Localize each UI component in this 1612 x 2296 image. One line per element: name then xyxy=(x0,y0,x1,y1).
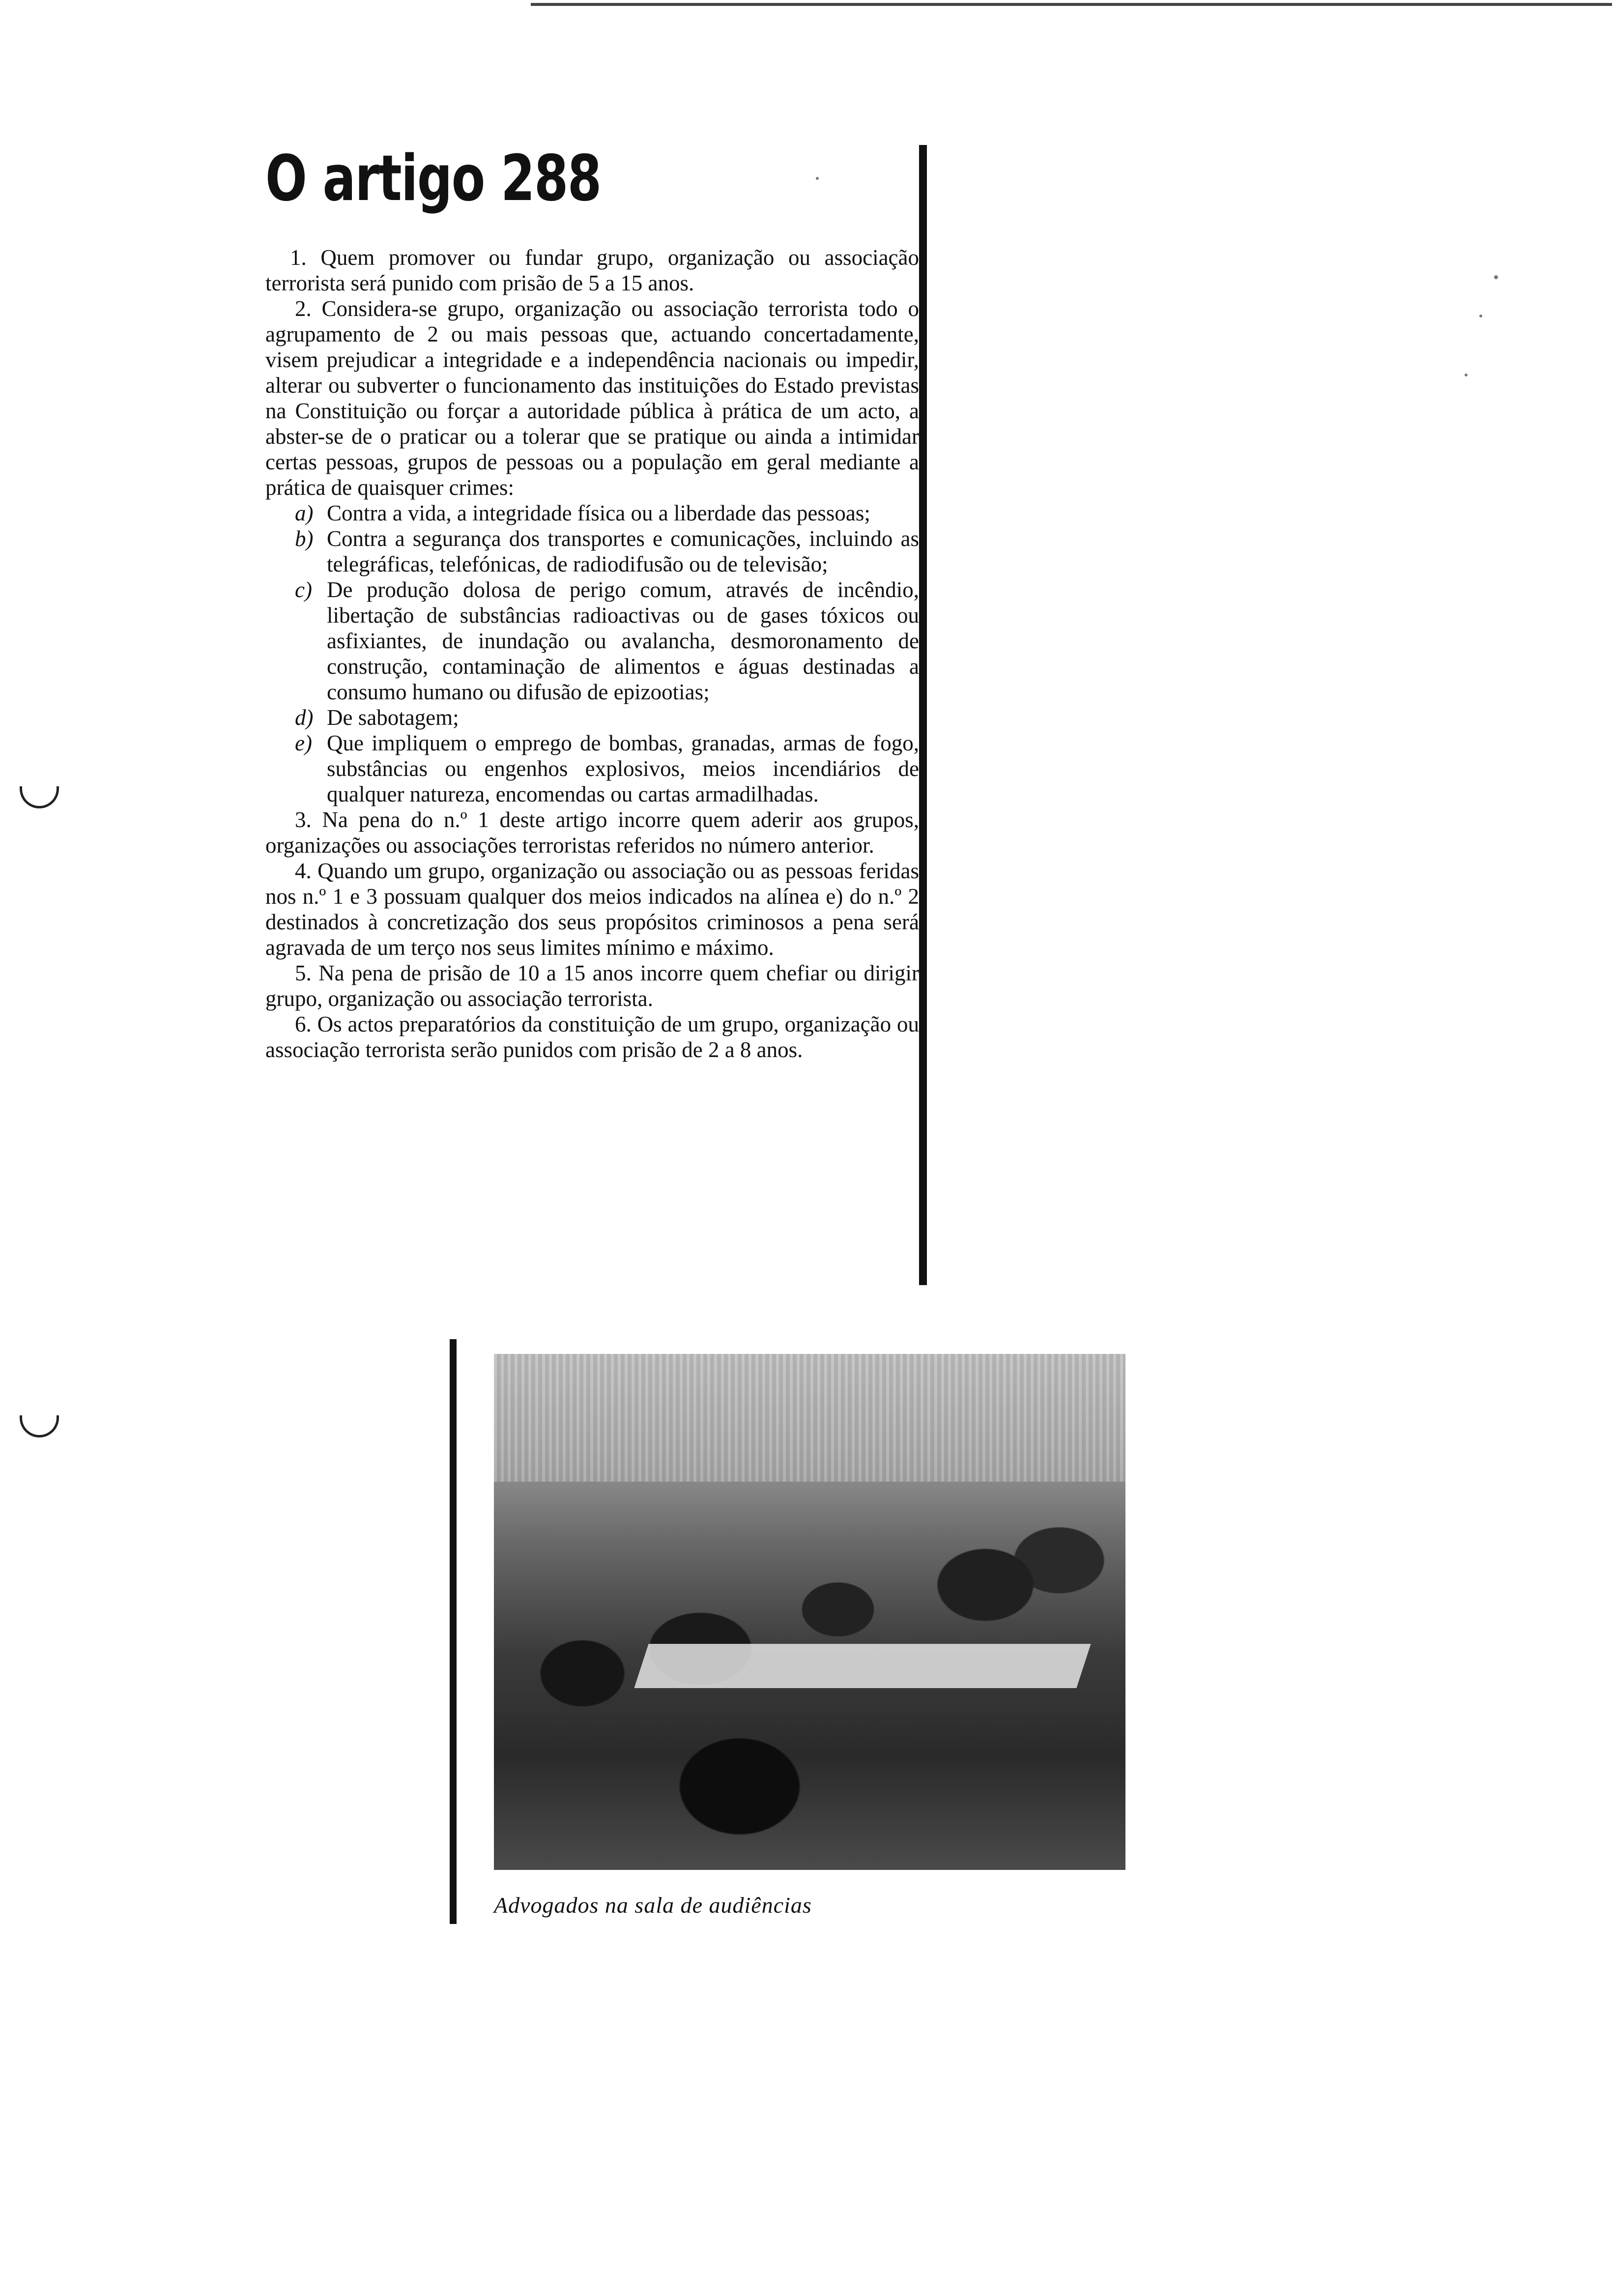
scan-speck xyxy=(1494,275,1498,279)
photo-background-wall xyxy=(494,1354,1125,1482)
clause-text: Contra a vida, a integridade física ou a liberdade das pessoas; xyxy=(327,501,870,525)
scan-speck xyxy=(1479,315,1482,317)
clause-list xyxy=(265,500,919,807)
photo-table xyxy=(634,1644,1091,1688)
clause-d xyxy=(265,705,919,730)
margin-binder-mark-upper xyxy=(20,786,59,808)
column-side-rule xyxy=(919,145,927,1285)
clause-e xyxy=(265,730,919,807)
clause-c xyxy=(265,577,919,705)
courtroom-photo xyxy=(494,1354,1125,1870)
paragraph-3: 3. Na pena do n.º 1 deste artigo incorre quem aderir aos grupos, organizações ou associações terroristas referidos no número anterior. xyxy=(265,807,919,858)
article xyxy=(265,142,919,1062)
paragraph-2: 2. Considera-se grupo, organização ou associação terrorista todo o agrupamento de 2 ou mais pessoas que, actuando concertadamente, visem prejudicar a integridade e a independência nacionais ou impedir, alterar ou subverter o funcionamento das instituições do Estado previstas na Constituição ou forçar a autoridade pública à prática de um acto, a abster-se de o praticar ou a tolerar que se pratique ou ainda a intimidar certas pessoas, grupos de pessoas ou a população em geral mediante a prática de quaisquer crimes: xyxy=(265,296,919,500)
margin-binder-mark-lower xyxy=(20,1415,59,1437)
clause-letter: a) xyxy=(295,501,314,525)
article-body xyxy=(265,245,919,1062)
photo-side-rule xyxy=(450,1339,457,1924)
clause-text: De sabotagem; xyxy=(327,705,459,730)
paragraph-5: 5. Na pena de prisão de 10 a 15 anos incorre quem chefiar ou dirigir grupo, organização ou associação terrorista. xyxy=(265,961,919,1011)
paragraph-6: 6. Os actos preparatórios da constituição de um grupo, organização ou associação terrorista serão punidos com prisão de 2 a 8 anos. xyxy=(265,1012,919,1062)
clause-letter: b) xyxy=(295,526,314,551)
paragraph-4: 4. Quando um grupo, organização ou associação ou as pessoas feridas nos n.º 1 e 3 possuam qualquer dos meios indicados na alínea e) do n.º 2 destinados à concretização dos seus propósitos criminosos a pena será agravada de um terço nos seus limites mínimo e máximo. xyxy=(265,859,919,960)
top-rule xyxy=(531,3,1612,6)
clause-a xyxy=(265,500,919,526)
clause-text: Contra a segurança dos transportes e comunicações, incluindo as telegráficas, telefónicas, de radiodifusão ou de televisão; xyxy=(327,526,919,576)
paragraph-1: 1. Quem promover ou fundar grupo, organização ou associação terrorista será punido com prisão de 5 a 15 anos. xyxy=(265,245,919,295)
clause-letter: c) xyxy=(295,577,312,602)
clause-b xyxy=(265,526,919,577)
clause-letter: e) xyxy=(295,731,312,755)
clause-text: Que impliquem o emprego de bombas, granadas, armas de fogo, substâncias ou engenhos explosivos, meios incendiários de qualquer natureza, encomendas ou cartas armadilhadas. xyxy=(327,731,919,806)
clause-letter: d) xyxy=(295,705,314,730)
clause-text: De produção dolosa de perigo comum, através de incêndio, libertação de substâncias radioactivas ou de gases tóxicos ou asfixiantes, de inundação ou avalancha, desmoronamento de construção, contaminação de alimentos e águas destinadas a consumo humano ou difusão de epizootias; xyxy=(327,577,919,704)
scan-speck xyxy=(1465,373,1468,376)
photo-caption: Advogados na sala de audiências xyxy=(494,1893,812,1918)
article-headline: O artigo 288 xyxy=(265,142,601,215)
